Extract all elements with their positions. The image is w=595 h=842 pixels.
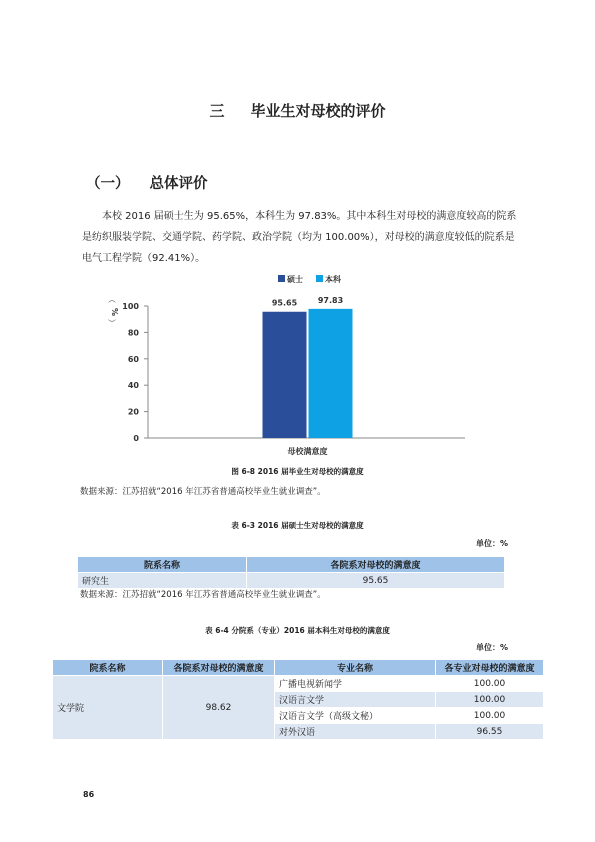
bar-master xyxy=(263,312,307,438)
subsection-title xyxy=(86,172,208,193)
unit-label: 单位：% xyxy=(476,643,509,652)
x-tick-label: 母校满意度 xyxy=(287,447,328,456)
table-row xyxy=(53,676,544,692)
legend-swatch xyxy=(316,275,323,282)
college-name-cell: 文学院 xyxy=(53,676,163,740)
paragraph-text: 本校 2016 届硕士生为 95.65%，本科生为 97.83%。其中本科生对母校的满意度较高的院系是纺织服装学院、交通学院、药学院、政治学院（均为 100.00%），对母校的满意度较低的院系是电气工程学院（92.41%）。 xyxy=(82,211,517,264)
column-header: 各专业对母校的满意度 xyxy=(436,660,544,676)
body-paragraph xyxy=(82,206,522,269)
bar-bachelor xyxy=(309,309,353,438)
legend-label: 本科 xyxy=(325,275,341,284)
y-tick-label: 100 xyxy=(122,302,139,311)
table-row xyxy=(78,573,505,589)
section-title-text: 毕业生对母校的评价 xyxy=(250,102,386,120)
legend-label: 硕士 xyxy=(287,275,303,284)
legend-swatch xyxy=(278,275,285,282)
source-note: 数据来源：江苏招就“2016 年江苏省普通高校毕业生就业调查”。 xyxy=(80,487,326,497)
y-tick-label: 0 xyxy=(133,434,139,443)
section-number: 三 xyxy=(209,102,225,120)
table-header-row xyxy=(78,557,505,573)
y-axis-label-bracket: ︶ xyxy=(108,319,116,328)
column-header: 各院系对母校的满意度 xyxy=(247,557,505,573)
y-axis-label: % xyxy=(110,307,119,317)
table-caption: 表 6-3 2016 届硕士生对母校的满意度 xyxy=(231,521,364,530)
major-satisfaction-cell: 96.55 xyxy=(436,724,544,740)
table-caption: 表 6-4 分院系（专业）2016 届本科生对母校的满意度 xyxy=(205,626,390,635)
y-axis-label-bracket: ︵ xyxy=(108,295,116,304)
column-header: 院系名称 xyxy=(78,557,247,573)
data-label: 95.65 xyxy=(271,298,298,308)
column-header: 专业名称 xyxy=(275,660,436,676)
undergraduate-satisfaction-table xyxy=(52,659,544,740)
satisfaction-cell: 95.65 xyxy=(247,573,505,589)
college-name-cell: 研究生 xyxy=(78,573,247,589)
data-label: 97.83 xyxy=(317,295,344,305)
major-satisfaction-cell: 100.00 xyxy=(436,692,544,708)
y-tick-label: 40 xyxy=(127,381,139,391)
unit-label: 单位：% xyxy=(476,539,509,548)
major-satisfaction-cell: 100.00 xyxy=(436,708,544,724)
column-header: 各院系对母校的满意度 xyxy=(163,660,275,676)
figure-caption: 图 6-8 2016 届毕业生对母校的满意度 xyxy=(231,467,364,476)
graduate-satisfaction-table xyxy=(77,556,505,589)
page-number: 86 xyxy=(83,790,95,799)
major-name-cell: 汉语言文学（高级文秘） xyxy=(275,708,436,724)
y-tick-label: 60 xyxy=(127,354,139,364)
major-name-cell: 汉语言文学 xyxy=(275,692,436,708)
column-header: 院系名称 xyxy=(53,660,163,676)
college-satisfaction-cell: 98.62 xyxy=(163,676,275,740)
table-header-row xyxy=(53,660,544,676)
y-tick-label: 80 xyxy=(127,328,139,338)
section-title xyxy=(0,100,595,121)
major-name-cell: 广播电视新闻学 xyxy=(275,676,436,692)
major-satisfaction-cell: 100.00 xyxy=(436,676,544,692)
subsection-number: （一） xyxy=(86,176,130,192)
satisfaction-bar-chart xyxy=(100,268,480,468)
subsection-title-text: 总体评价 xyxy=(149,176,208,192)
source-note: 数据来源：江苏招就“2016 年江苏省普通高校毕业生就业调查”。 xyxy=(80,590,326,600)
major-name-cell: 对外汉语 xyxy=(275,724,436,740)
y-tick-label: 20 xyxy=(127,407,139,417)
